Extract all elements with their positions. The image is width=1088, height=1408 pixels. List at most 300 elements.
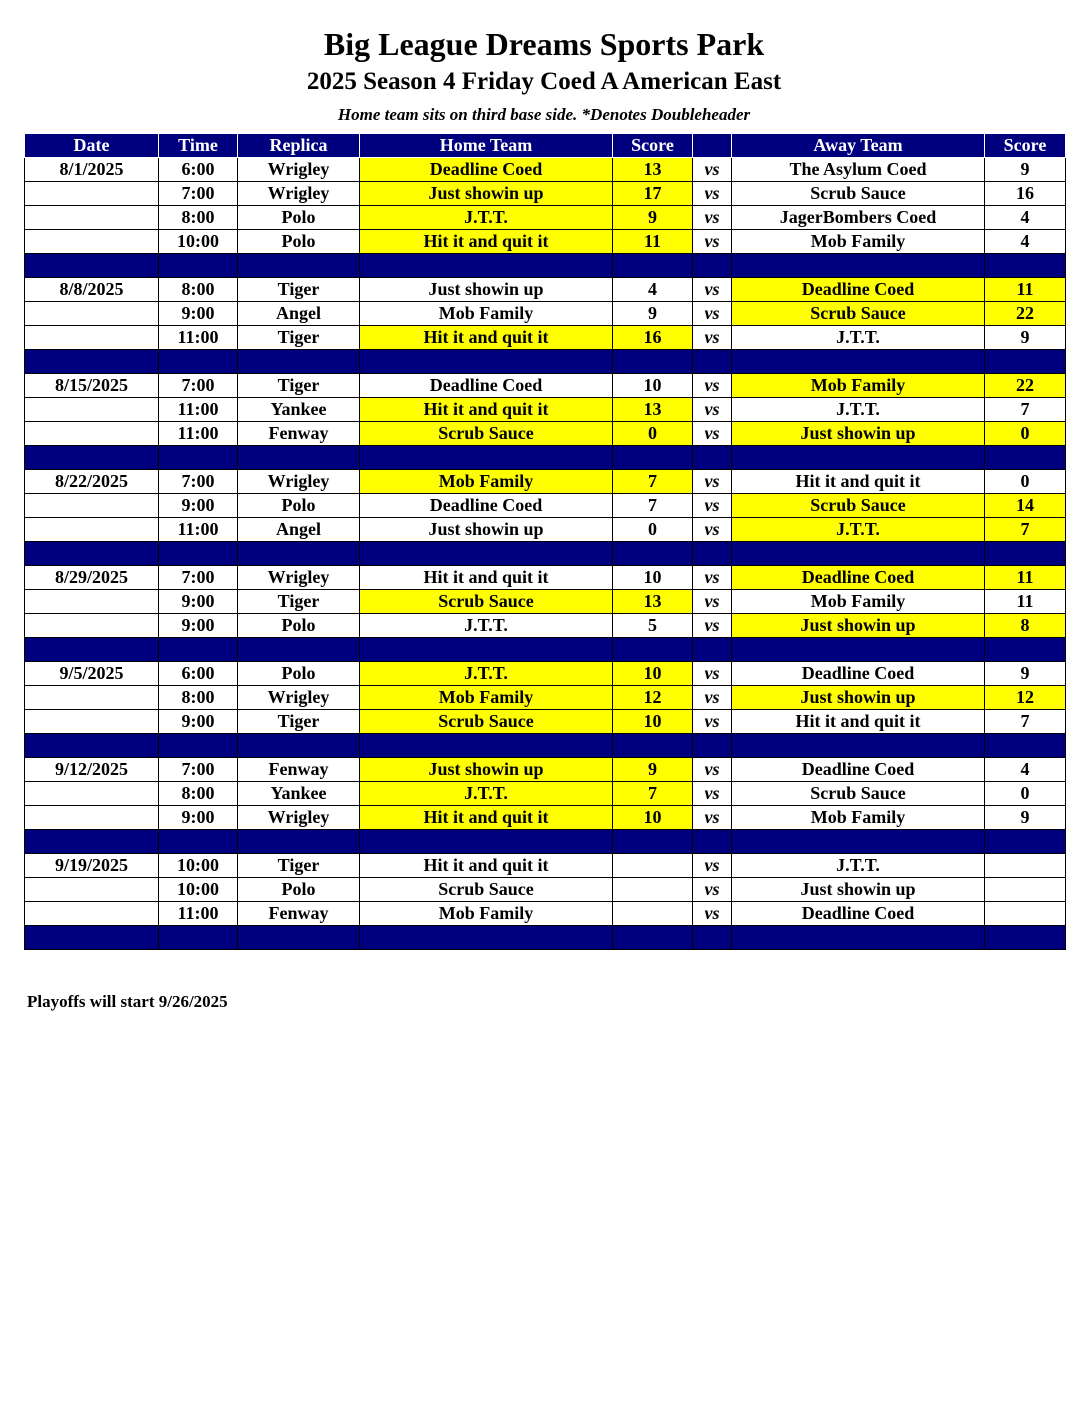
home-team: Mob Family	[360, 686, 613, 710]
away-score: 16	[985, 182, 1066, 206]
game-row	[25, 278, 1066, 302]
separator-cell	[25, 542, 159, 566]
game-row	[25, 782, 1066, 806]
week-separator-row	[25, 542, 1066, 566]
home-score: 9	[613, 302, 693, 326]
home-team: J.T.T.	[360, 662, 613, 686]
separator-cell	[159, 830, 238, 854]
away-score	[985, 878, 1066, 902]
vs-label: vs	[693, 854, 732, 878]
game-replica-field: Polo	[238, 662, 360, 686]
game-replica-field: Yankee	[238, 782, 360, 806]
home-score: 13	[613, 590, 693, 614]
separator-cell	[360, 734, 613, 758]
col-header-replica: Replica	[238, 134, 360, 158]
schedule-table	[24, 133, 1066, 950]
away-team: Just showin up	[732, 422, 985, 446]
game-row	[25, 302, 1066, 326]
away-score: 9	[985, 158, 1066, 182]
away-team: Mob Family	[732, 374, 985, 398]
game-replica-field: Polo	[238, 494, 360, 518]
game-date	[25, 230, 159, 254]
game-time: 9:00	[159, 806, 238, 830]
game-replica-field: Tiger	[238, 278, 360, 302]
home-team: Deadline Coed	[360, 158, 613, 182]
separator-cell	[693, 350, 732, 374]
separator-cell	[732, 926, 985, 950]
separator-cell	[238, 542, 360, 566]
away-team: Just showin up	[732, 614, 985, 638]
home-team: Deadline Coed	[360, 494, 613, 518]
separator-cell	[985, 446, 1066, 470]
col-header-home-score: Score	[613, 134, 693, 158]
separator-cell	[360, 638, 613, 662]
game-row	[25, 518, 1066, 542]
game-date: 8/29/2025	[25, 566, 159, 590]
separator-cell	[360, 542, 613, 566]
game-row	[25, 806, 1066, 830]
game-time: 7:00	[159, 182, 238, 206]
separator-cell	[693, 734, 732, 758]
away-score: 0	[985, 782, 1066, 806]
vs-label: vs	[693, 662, 732, 686]
separator-cell	[693, 446, 732, 470]
game-replica-field: Yankee	[238, 398, 360, 422]
game-row	[25, 374, 1066, 398]
season-subtitle: 2025 Season 4 Friday Coed A American East	[306, 68, 782, 95]
game-date: 9/12/2025	[25, 758, 159, 782]
separator-cell	[159, 734, 238, 758]
separator-cell	[613, 254, 693, 278]
separator-cell	[25, 830, 159, 854]
separator-cell	[238, 926, 360, 950]
game-time: 8:00	[159, 206, 238, 230]
week-separator-row	[25, 830, 1066, 854]
week-separator-row	[25, 350, 1066, 374]
home-team: J.T.T.	[360, 614, 613, 638]
home-team-note: Home team sits on third base side. *Denotes Doubleheader	[337, 105, 751, 124]
vs-label: vs	[693, 710, 732, 734]
game-replica-field: Fenway	[238, 758, 360, 782]
home-team: Just showin up	[360, 758, 613, 782]
home-score: 7	[613, 782, 693, 806]
away-team: Deadline Coed	[732, 566, 985, 590]
game-replica-field: Tiger	[238, 854, 360, 878]
game-date	[25, 590, 159, 614]
home-score: 9	[613, 758, 693, 782]
game-time: 10:00	[159, 878, 238, 902]
away-team: Just showin up	[732, 878, 985, 902]
separator-cell	[25, 734, 159, 758]
separator-cell	[238, 446, 360, 470]
separator-cell	[985, 926, 1066, 950]
home-team: Scrub Sauce	[360, 590, 613, 614]
col-header-time: Time	[159, 134, 238, 158]
separator-cell	[25, 638, 159, 662]
away-team: Hit it and quit it	[732, 470, 985, 494]
separator-cell	[693, 254, 732, 278]
away-score: 22	[985, 374, 1066, 398]
game-date	[25, 782, 159, 806]
game-row	[25, 902, 1066, 926]
separator-cell	[985, 350, 1066, 374]
game-row	[25, 230, 1066, 254]
home-team: Scrub Sauce	[360, 710, 613, 734]
week-separator-row	[25, 446, 1066, 470]
away-score: 0	[985, 470, 1066, 494]
away-team: Mob Family	[732, 806, 985, 830]
separator-cell	[613, 926, 693, 950]
away-team: Deadline Coed	[732, 758, 985, 782]
separator-cell	[693, 542, 732, 566]
separator-cell	[613, 638, 693, 662]
home-team: Just showin up	[360, 182, 613, 206]
separator-cell	[732, 638, 985, 662]
game-date: 8/15/2025	[25, 374, 159, 398]
game-row	[25, 686, 1066, 710]
away-score	[985, 854, 1066, 878]
vs-label: vs	[693, 230, 732, 254]
game-row	[25, 878, 1066, 902]
away-score: 22	[985, 302, 1066, 326]
game-row	[25, 854, 1066, 878]
vs-label: vs	[693, 590, 732, 614]
game-date	[25, 494, 159, 518]
away-team: Just showin up	[732, 686, 985, 710]
separator-cell	[732, 830, 985, 854]
vs-label: vs	[693, 614, 732, 638]
vs-label: vs	[693, 398, 732, 422]
separator-cell	[985, 254, 1066, 278]
game-time: 11:00	[159, 422, 238, 446]
home-score: 7	[613, 494, 693, 518]
home-score: 13	[613, 398, 693, 422]
game-time: 10:00	[159, 854, 238, 878]
game-time: 11:00	[159, 326, 238, 350]
away-team: Scrub Sauce	[732, 494, 985, 518]
game-date	[25, 806, 159, 830]
away-team: Mob Family	[732, 590, 985, 614]
home-team: Just showin up	[360, 278, 613, 302]
vs-label: vs	[693, 326, 732, 350]
vs-label: vs	[693, 902, 732, 926]
separator-cell	[159, 350, 238, 374]
away-score: 9	[985, 326, 1066, 350]
away-score: 4	[985, 758, 1066, 782]
home-team: Hit it and quit it	[360, 806, 613, 830]
game-date: 8/8/2025	[25, 278, 159, 302]
home-team: Hit it and quit it	[360, 230, 613, 254]
away-team: Hit it and quit it	[732, 710, 985, 734]
separator-cell	[732, 542, 985, 566]
home-score	[613, 902, 693, 926]
game-date	[25, 710, 159, 734]
away-score: 14	[985, 494, 1066, 518]
home-score: 10	[613, 566, 693, 590]
game-row	[25, 494, 1066, 518]
game-date: 9/19/2025	[25, 854, 159, 878]
home-score: 4	[613, 278, 693, 302]
game-row	[25, 662, 1066, 686]
game-replica-field: Wrigley	[238, 470, 360, 494]
col-header-date: Date	[25, 134, 159, 158]
game-time: 7:00	[159, 470, 238, 494]
game-date	[25, 902, 159, 926]
game-row	[25, 422, 1066, 446]
separator-cell	[360, 926, 613, 950]
week-separator-row	[25, 254, 1066, 278]
game-replica-field: Wrigley	[238, 806, 360, 830]
away-team: J.T.T.	[732, 326, 985, 350]
away-team: The Asylum Coed	[732, 158, 985, 182]
separator-cell	[613, 446, 693, 470]
game-time: 11:00	[159, 518, 238, 542]
game-date	[25, 878, 159, 902]
game-replica-field: Angel	[238, 518, 360, 542]
game-time: 7:00	[159, 374, 238, 398]
separator-cell	[238, 734, 360, 758]
game-row	[25, 614, 1066, 638]
vs-label: vs	[693, 374, 732, 398]
game-date	[25, 398, 159, 422]
game-replica-field: Fenway	[238, 902, 360, 926]
game-replica-field: Wrigley	[238, 158, 360, 182]
separator-cell	[159, 542, 238, 566]
separator-cell	[360, 350, 613, 374]
vs-label: vs	[693, 878, 732, 902]
separator-cell	[985, 542, 1066, 566]
separator-cell	[238, 830, 360, 854]
col-header-away-team: Away Team	[732, 134, 985, 158]
game-replica-field: Tiger	[238, 374, 360, 398]
game-replica-field: Polo	[238, 206, 360, 230]
away-team: JagerBombers Coed	[732, 206, 985, 230]
game-row	[25, 566, 1066, 590]
separator-cell	[360, 254, 613, 278]
home-score	[613, 878, 693, 902]
game-time: 9:00	[159, 710, 238, 734]
separator-cell	[693, 830, 732, 854]
game-replica-field: Wrigley	[238, 182, 360, 206]
away-score: 11	[985, 278, 1066, 302]
away-team: Mob Family	[732, 230, 985, 254]
game-time: 9:00	[159, 494, 238, 518]
game-replica-field: Angel	[238, 302, 360, 326]
home-score: 11	[613, 230, 693, 254]
away-score	[985, 902, 1066, 926]
away-team: Scrub Sauce	[732, 302, 985, 326]
separator-cell	[732, 734, 985, 758]
home-team: Hit it and quit it	[360, 398, 613, 422]
away-team: J.T.T.	[732, 854, 985, 878]
game-date: 9/5/2025	[25, 662, 159, 686]
vs-label: vs	[693, 686, 732, 710]
separator-cell	[732, 446, 985, 470]
home-score: 10	[613, 710, 693, 734]
away-score: 11	[985, 590, 1066, 614]
home-score: 0	[613, 518, 693, 542]
away-team: J.T.T.	[732, 518, 985, 542]
vs-label: vs	[693, 806, 732, 830]
home-score: 10	[613, 662, 693, 686]
away-score: 12	[985, 686, 1066, 710]
game-date: 8/22/2025	[25, 470, 159, 494]
vs-label: vs	[693, 518, 732, 542]
page-title: Big League Dreams Sports Park	[323, 26, 765, 62]
separator-cell	[25, 926, 159, 950]
game-replica-field: Polo	[238, 614, 360, 638]
home-team: J.T.T.	[360, 206, 613, 230]
col-header-vs	[693, 134, 732, 158]
vs-label: vs	[693, 566, 732, 590]
separator-cell	[238, 638, 360, 662]
home-score: 10	[613, 374, 693, 398]
game-row	[25, 590, 1066, 614]
game-time: 8:00	[159, 782, 238, 806]
game-replica-field: Tiger	[238, 710, 360, 734]
game-time: 8:00	[159, 278, 238, 302]
vs-label: vs	[693, 758, 732, 782]
separator-cell	[613, 350, 693, 374]
game-time: 10:00	[159, 230, 238, 254]
vs-label: vs	[693, 782, 732, 806]
game-time: 11:00	[159, 398, 238, 422]
vs-label: vs	[693, 494, 732, 518]
home-score: 13	[613, 158, 693, 182]
col-header-home-team: Home Team	[360, 134, 613, 158]
col-header-away-score: Score	[985, 134, 1066, 158]
game-replica-field: Polo	[238, 230, 360, 254]
away-score: 11	[985, 566, 1066, 590]
away-score: 4	[985, 230, 1066, 254]
separator-cell	[985, 830, 1066, 854]
away-team: Scrub Sauce	[732, 782, 985, 806]
separator-cell	[25, 446, 159, 470]
separator-cell	[25, 350, 159, 374]
away-team: J.T.T.	[732, 398, 985, 422]
vs-label: vs	[693, 182, 732, 206]
separator-cell	[613, 734, 693, 758]
home-team: Hit it and quit it	[360, 566, 613, 590]
separator-cell	[238, 254, 360, 278]
away-score: 9	[985, 806, 1066, 830]
separator-cell	[985, 638, 1066, 662]
game-date	[25, 182, 159, 206]
game-row	[25, 326, 1066, 350]
home-score: 0	[613, 422, 693, 446]
away-score: 7	[985, 518, 1066, 542]
game-date: 8/1/2025	[25, 158, 159, 182]
home-score: 7	[613, 470, 693, 494]
game-time: 9:00	[159, 614, 238, 638]
game-replica-field: Tiger	[238, 590, 360, 614]
away-team: Deadline Coed	[732, 278, 985, 302]
separator-cell	[613, 830, 693, 854]
separator-cell	[360, 830, 613, 854]
home-score: 9	[613, 206, 693, 230]
game-date	[25, 614, 159, 638]
away-score: 7	[985, 710, 1066, 734]
header-row	[25, 134, 1066, 158]
separator-cell	[159, 254, 238, 278]
home-team: Mob Family	[360, 902, 613, 926]
home-score: 16	[613, 326, 693, 350]
game-row	[25, 470, 1066, 494]
week-separator-row	[25, 926, 1066, 950]
game-time: 9:00	[159, 590, 238, 614]
home-team: Just showin up	[360, 518, 613, 542]
separator-cell	[613, 542, 693, 566]
vs-label: vs	[693, 158, 732, 182]
home-team: Scrub Sauce	[360, 878, 613, 902]
away-score: 4	[985, 206, 1066, 230]
game-row	[25, 158, 1066, 182]
game-time: 8:00	[159, 686, 238, 710]
separator-cell	[159, 926, 238, 950]
game-row	[25, 758, 1066, 782]
home-team: Mob Family	[360, 470, 613, 494]
home-score: 12	[613, 686, 693, 710]
game-date	[25, 686, 159, 710]
separator-cell	[25, 254, 159, 278]
separator-cell	[159, 446, 238, 470]
home-team: Hit it and quit it	[360, 854, 613, 878]
away-score: 0	[985, 422, 1066, 446]
home-team: Deadline Coed	[360, 374, 613, 398]
game-date	[25, 422, 159, 446]
away-score: 8	[985, 614, 1066, 638]
home-score: 10	[613, 806, 693, 830]
week-separator-row	[25, 638, 1066, 662]
game-time: 9:00	[159, 302, 238, 326]
game-date	[25, 206, 159, 230]
game-replica-field: Wrigley	[238, 566, 360, 590]
home-team: Mob Family	[360, 302, 613, 326]
game-replica-field: Wrigley	[238, 686, 360, 710]
game-replica-field: Tiger	[238, 326, 360, 350]
vs-label: vs	[693, 470, 732, 494]
home-team: Scrub Sauce	[360, 422, 613, 446]
separator-cell	[985, 734, 1066, 758]
separator-cell	[693, 926, 732, 950]
playoffs-note: Playoffs will start 9/26/2025	[27, 992, 228, 1011]
vs-label: vs	[693, 206, 732, 230]
away-team: Scrub Sauce	[732, 182, 985, 206]
game-replica-field: Polo	[238, 878, 360, 902]
game-time: 11:00	[159, 902, 238, 926]
vs-label: vs	[693, 278, 732, 302]
away-score: 9	[985, 662, 1066, 686]
away-score: 7	[985, 398, 1066, 422]
week-separator-row	[25, 734, 1066, 758]
away-team: Deadline Coed	[732, 902, 985, 926]
game-date	[25, 302, 159, 326]
game-time: 7:00	[159, 758, 238, 782]
game-date	[25, 326, 159, 350]
game-time: 6:00	[159, 662, 238, 686]
home-team: J.T.T.	[360, 782, 613, 806]
game-row	[25, 182, 1066, 206]
separator-cell	[238, 350, 360, 374]
game-date	[25, 518, 159, 542]
vs-label: vs	[693, 422, 732, 446]
game-replica-field: Fenway	[238, 422, 360, 446]
separator-cell	[732, 350, 985, 374]
separator-cell	[360, 446, 613, 470]
vs-label: vs	[693, 302, 732, 326]
game-row	[25, 710, 1066, 734]
home-score	[613, 854, 693, 878]
